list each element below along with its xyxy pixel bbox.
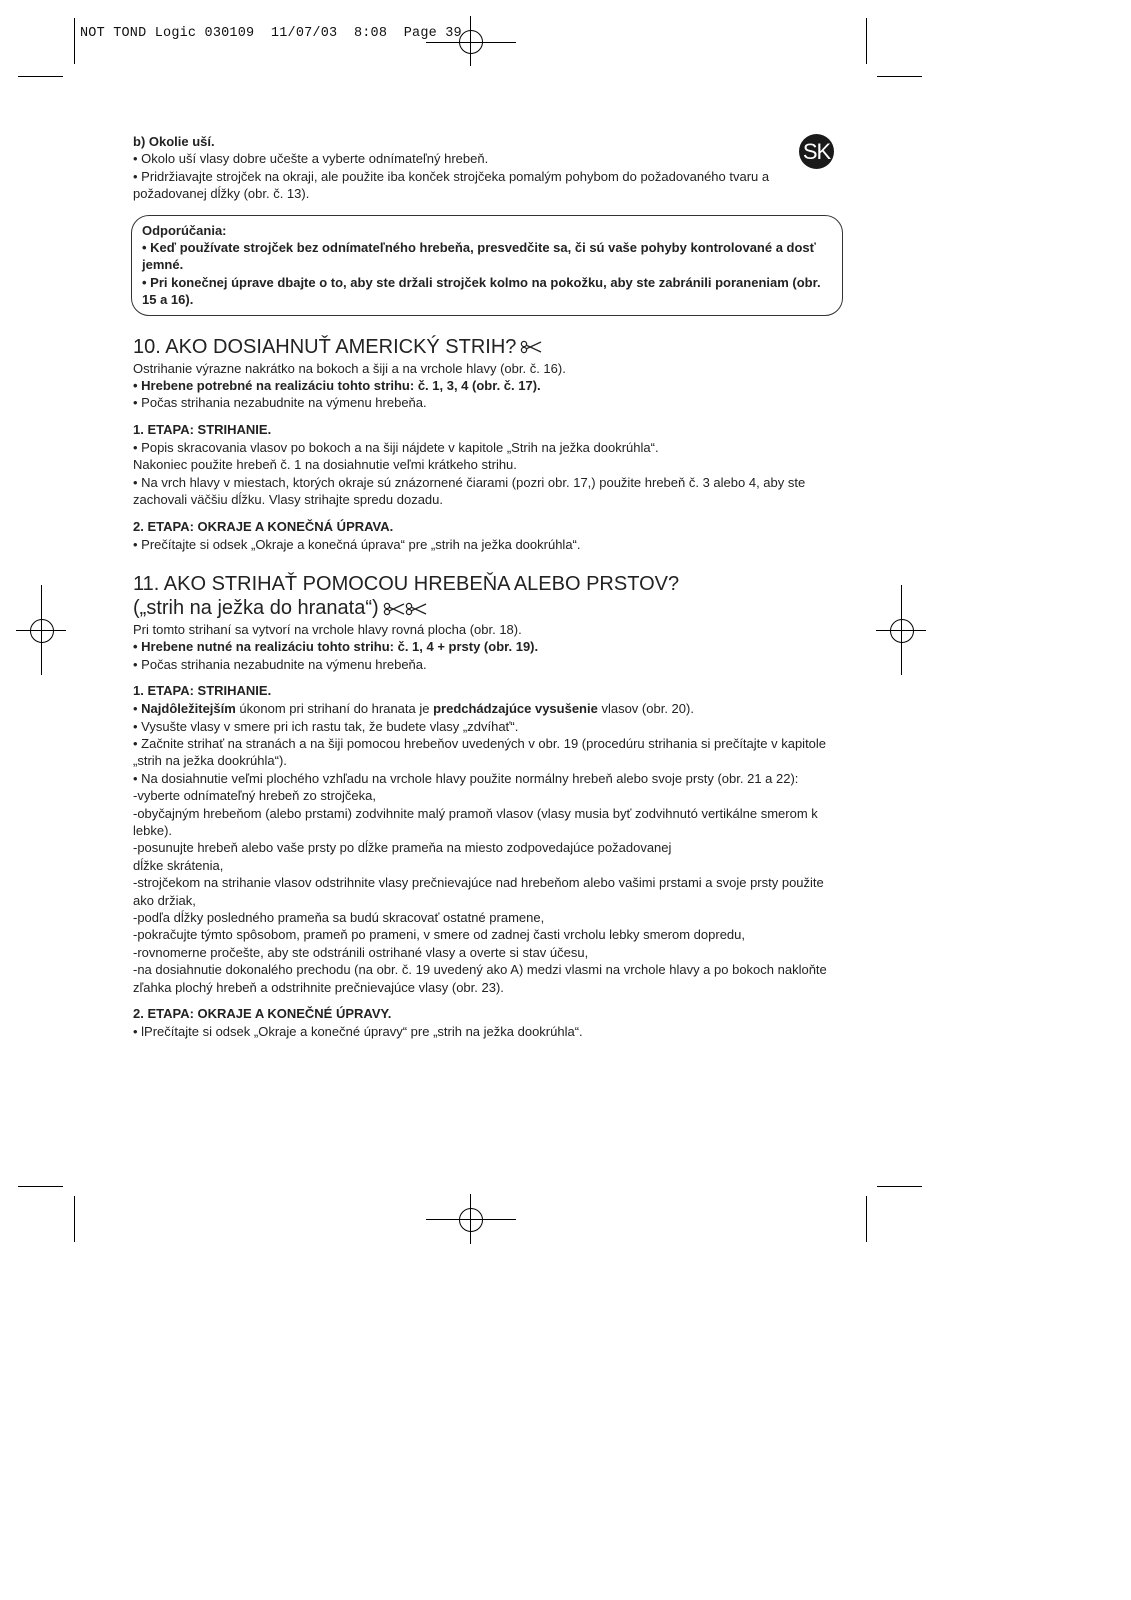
paragraph: • Popis skracovania vlasov po bokoch a na šiji nájdete v kapitole „Strih na ježka dookrúhla“.	[133, 439, 659, 455]
tips-box	[131, 215, 843, 316]
paragraph: • Počas strihania nezabudnite na výmenu hrebeňa.	[133, 656, 427, 672]
crop-mark	[877, 76, 922, 77]
paragraph: dĺžke skrátenia,	[133, 857, 224, 873]
section-b-title: b) Okolie uší.	[133, 134, 215, 149]
tip-line: • Keď používate strojček bez odnímateľného hrebeňa, presvedčite sa, či sú vaše pohyby kontrolované a dosť jemné.	[142, 240, 816, 273]
paragraph: • Okolo uší vlasy dobre učešte a vyberte odnímateľný hrebeň.	[133, 151, 489, 167]
registration-mark-bottom	[426, 1194, 516, 1244]
registration-mark-top	[426, 16, 516, 66]
section-11-subtitle: („strih na ježka do hranata“)	[133, 597, 833, 619]
crop-mark	[866, 18, 867, 64]
crop-mark	[18, 1186, 63, 1187]
paragraph: -vyberte odnímateľný hrebeň zo strojčeka,	[133, 788, 376, 804]
step-title: 2. ETAPA: OKRAJE A KONEČNÁ ÚPRAVA.	[133, 518, 394, 534]
paragraph: -na dosiahnutie dokonalého prechodu (na obr. č. 19 uvedený ako A) medzi vlasmi na vrchole hlavy a po bokoch nakloňte zľahka plochý hrebeň a odstrihnite prečnievajúce vlasy (obr. 23).	[133, 962, 827, 995]
tip-line: • Pri konečnej úprave dbajte o to, aby ste držali strojček kolmo na pokožku, aby ste zabránili poraneniam (obr. 15 a 16).	[142, 274, 821, 308]
scissors-icon	[383, 602, 427, 616]
language-badge: SK	[799, 134, 834, 169]
combs-line: • Hrebene potrebné na realizáciu tohto strihu: č. 1, 3, 4 (obr. č. 17).	[133, 378, 541, 394]
paragraph: • Prečítajte si odsek „Okraje a konečná úprava“ pre „strih na ježka dookrúhla“.	[133, 536, 581, 552]
paragraph: -pokračujte týmto spôsobom, prameň po prameni, v smere od zadnej časti vrcholu lebky smerom dopredu,	[133, 927, 746, 943]
crop-mark	[866, 1196, 867, 1242]
page-content	[133, 133, 833, 1040]
paragraph-mixed: • Najdôležitejším úkonom pri strihaní do hranata je predchádzajúce vysušenie vlasov (obr. 20).	[133, 701, 694, 717]
paragraph: • lPrečítajte si odsek „Okraje a konečné úpravy“ pre „strih na ježka dookrúhla“.	[133, 1024, 583, 1040]
paragraph: • Začnite strihať na stranách a na šiji pomocou hrebeňov uvedených v obr. 19 (procedúru strihania si prečítajte v kapitole „strih na ježka dookrúhla“).	[133, 735, 827, 769]
step-title: 1. ETAPA: STRIHANIE.	[133, 683, 272, 699]
scissors-icon	[520, 340, 542, 354]
paragraph: Pri tomto strihaní sa vytvorí na vrchole hlavy rovná plocha (obr. 18).	[133, 621, 522, 637]
paragraph: -strojčekom na strihanie vlasov odstrihnite vlasy prečnievajúce nad hrebeňom alebo vašimi prstami a svoje prsty použite ako držiak,	[133, 875, 824, 908]
paragraph: -podľa dĺžky posledného prameňa sa budú skracovať ostatné pramene,	[133, 910, 545, 925]
crop-mark	[18, 76, 63, 77]
crop-mark	[74, 18, 75, 64]
section-11-title: 11. AKO STRIHAŤ POMOCOU HREBEŇA ALEBO PRSTOV?	[133, 572, 680, 595]
step-title: 2. ETAPA: OKRAJE A KONEČNÉ ÚPRAVY.	[133, 1006, 392, 1022]
paragraph: -obyčajným hrebeňom (alebo prstami) zodvihnite malý pramoň vlasov (vlasy musia byť zodvihnutó vertikálne smerom k lebke).	[133, 805, 818, 838]
section-10-title: 10. AKO DOSIAHNUŤ AMERICKÝ STRIH?	[133, 336, 833, 358]
tips-title: Odporúčania:	[142, 222, 227, 238]
paragraph: • Počas strihania nezabudnite na výmenu hrebeňa.	[133, 395, 427, 411]
print-header: NOT TOND Logic 030109 11/07/03 8:08 Page 39	[80, 26, 462, 41]
combs-line: • Hrebene nutné na realizáciu tohto strihu: č. 1, 4 + prsty (obr. 19).	[133, 639, 539, 655]
crop-mark	[877, 1186, 922, 1187]
paragraph: • Pridržiavajte strojček na okraji, ale použite iba konček strojčeka pomalým pohybom do požadovaného tvaru a požadovanej dĺžky (obr. č. 13).	[133, 168, 770, 202]
step-title: 1. ETAPA: STRIHANIE.	[133, 421, 272, 437]
paragraph: -posunujte hrebeň alebo vaše prsty po dĺžke prameňa na miesto zodpovedajúce požadovanej	[133, 840, 672, 856]
paragraph: • Na dosiahnutie veľmi plochého vzhľadu na vrchole hlavy použite normálny hrebeň alebo svoje prsty (obr. 21 a 22):	[133, 770, 799, 786]
registration-mark-right	[876, 585, 926, 675]
crop-mark	[74, 1196, 75, 1242]
paragraph: -rovnomerne pročešte, aby ste odstránili ostrihané vlasy a overte si stav účesu,	[133, 944, 589, 960]
paragraph: • Vysušte vlasy v smere pri ich rastu tak, že budete vlasy „zdvíhať“.	[133, 718, 519, 734]
paragraph: Nakoniec použite hrebeň č. 1 na dosiahnutie veľmi krátkeho strihu.	[133, 457, 517, 473]
paragraph: Ostrihanie výrazne nakrátko na bokoch a šiji a na vrchole hlavy (obr. č. 16).	[133, 360, 566, 376]
registration-mark-left	[16, 585, 66, 675]
paragraph: • Na vrch hlavy v miestach, ktorých okraje sú znázornené čiarami (pozri obr. 17,) použite hrebeň č. 3 alebo 4, aby ste zachovali väčšiu dĺžku. Vlasy strihajte spredu dozadu.	[133, 474, 806, 508]
